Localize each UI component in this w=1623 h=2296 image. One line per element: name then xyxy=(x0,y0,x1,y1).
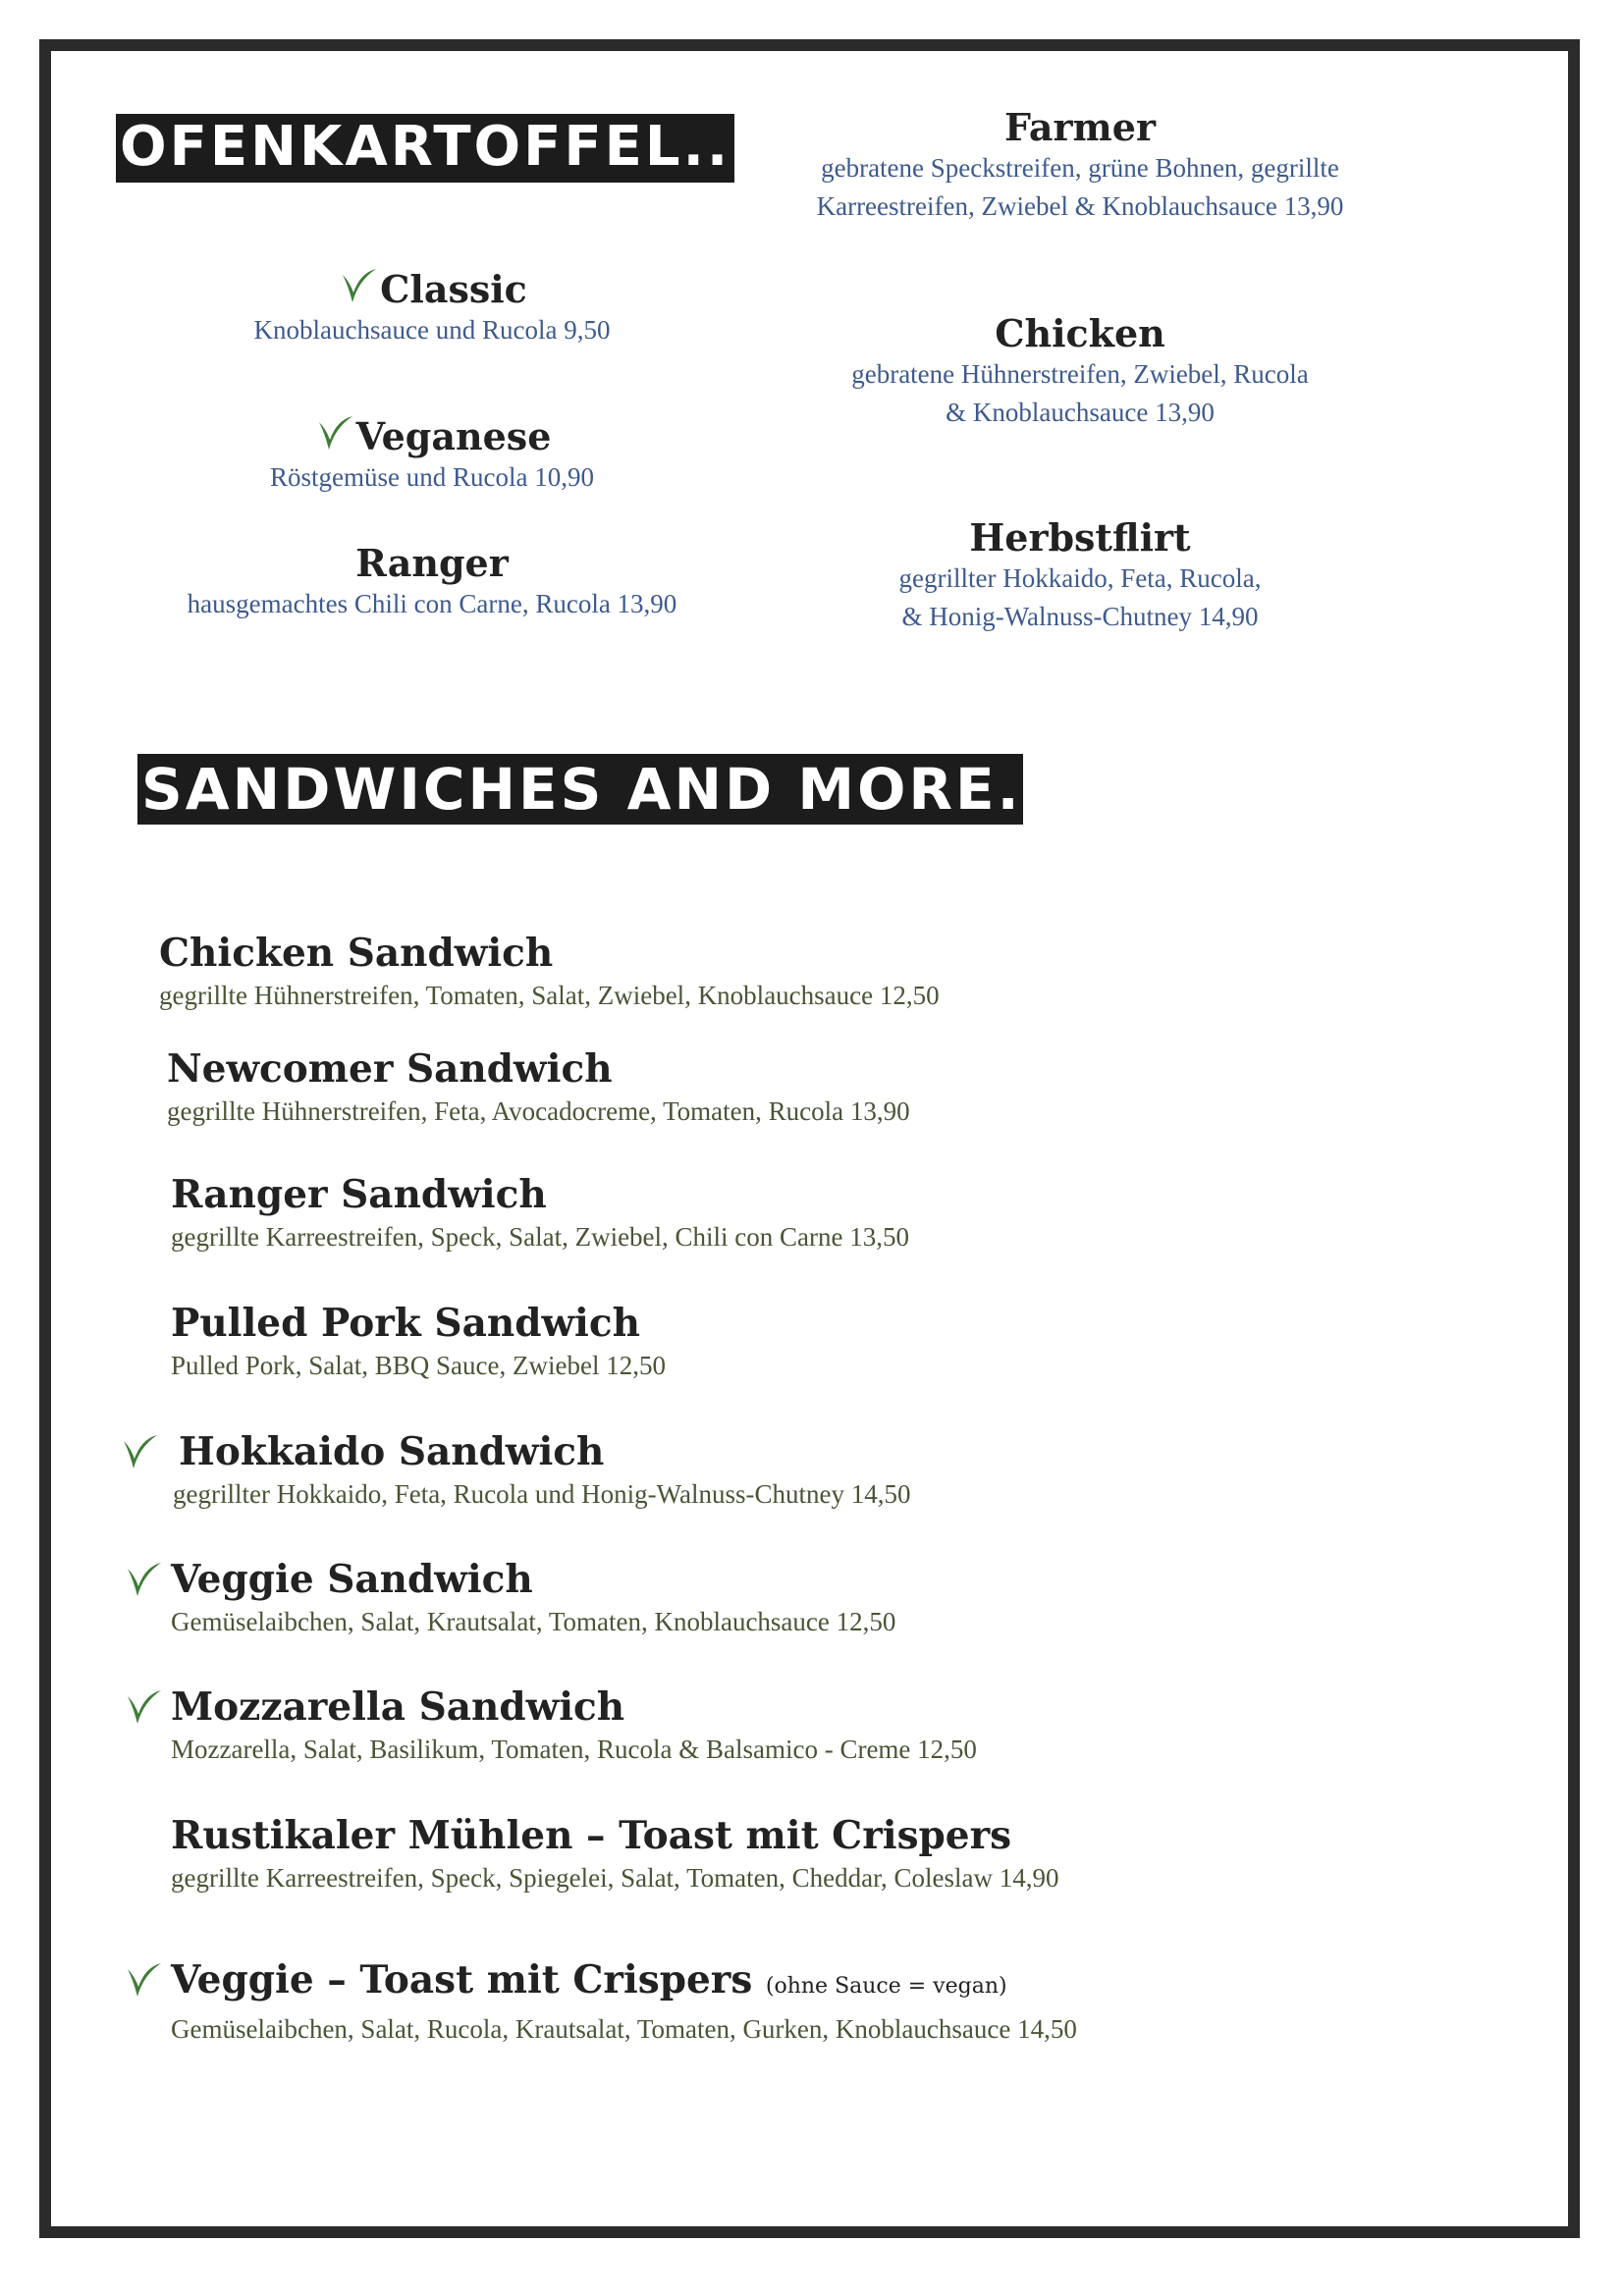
vegetarian-leaf-icon xyxy=(118,1431,161,1472)
item-desc: gebratene Speckstreifen, grüne Bohnen, gegrillte xyxy=(821,153,1339,183)
item-title: Veganese xyxy=(355,414,552,458)
item-title: Ranger Sandwich xyxy=(171,1172,547,1217)
sandwich-item xyxy=(171,1957,1077,2047)
item-title: Chicken Sandwich xyxy=(159,931,554,976)
item-desc: Gemüselaibchen, Salat, Rucola, Krautsalat, Tomaten, Gurken, Knoblauchsauce 14,50 xyxy=(171,2014,1077,2044)
item-title: Newcomer Sandwich xyxy=(167,1046,613,1092)
item-title: Classic xyxy=(380,267,527,311)
vegetarian-leaf-icon xyxy=(122,1959,165,2001)
item-desc: hausgemachtes Chili con Carne, Rucola 13,90 xyxy=(187,589,677,618)
potato-herbstflirt xyxy=(766,516,1394,636)
sandwich-item xyxy=(171,1813,1059,1896)
sandwich-item xyxy=(171,1557,895,1639)
sandwich-item xyxy=(171,1172,909,1255)
item-desc: Karreestreifen, Zwiebel & Knoblauchsauce 13,90 xyxy=(816,191,1344,221)
item-desc: gegrillte Hühnerstreifen, Feta, Avocadocreme, Tomaten, Rucola 13,90 xyxy=(167,1096,910,1126)
potato-farmer xyxy=(766,106,1394,226)
item-title: Pulled Pork Sandwich xyxy=(171,1301,640,1346)
item-desc: Gemüselaibchen, Salat, Krautsalat, Tomaten, Knoblauchsauce 12,50 xyxy=(171,1607,896,1636)
item-desc: gebratene Hühnerstreifen, Zwiebel, Rucola xyxy=(851,359,1309,389)
item-title: Hokkaido Sandwich xyxy=(179,1429,605,1474)
item-desc: gegrillte Karreestreifen, Speck, Salat, Zwiebel, Chili con Carne 13,50 xyxy=(171,1222,910,1252)
potato-ranger xyxy=(108,542,756,623)
item-title: Ranger xyxy=(355,541,509,585)
item-desc: gegrillte Karreestreifen, Speck, Spiegelei, Salat, Tomaten, Cheddar, Coleslaw 14,90 xyxy=(171,1863,1059,1893)
potato-classic xyxy=(187,265,677,349)
vegetarian-leaf-icon xyxy=(337,265,380,306)
item-desc: & Knoblauchsauce 13,90 xyxy=(946,398,1215,427)
potato-veganese xyxy=(187,412,677,497)
item-desc: Mozzarella, Salat, Basilikum, Tomaten, Rucola & Balsamico - Creme 12,50 xyxy=(171,1735,977,1764)
sandwich-item xyxy=(173,1429,911,1512)
item-desc: gegrillter Hokkaido, Feta, Rucola und Honig-Walnuss-Chutney 14,50 xyxy=(173,1479,911,1509)
item-desc: gegrillter Hokkaido, Feta, Rucola, xyxy=(898,563,1262,593)
potato-chicken xyxy=(766,312,1394,432)
item-desc: gegrillte Hühnerstreifen, Tomaten, Salat, Zwiebel, Knoblauchsauce 12,50 xyxy=(159,981,940,1010)
item-title: Veggie Sandwich xyxy=(171,1557,533,1602)
sandwiches-heading: SANDWICHES AND MORE... xyxy=(137,754,1023,825)
item-desc: Knoblauchsauce und Rucola 9,50 xyxy=(253,315,611,345)
sandwich-item xyxy=(159,931,940,1013)
vegetarian-leaf-icon xyxy=(122,1559,165,1600)
vegetarian-leaf-icon xyxy=(122,1686,165,1728)
vegetarian-leaf-icon xyxy=(313,412,356,454)
item-title: Farmer xyxy=(1004,105,1156,149)
sandwich-item xyxy=(171,1684,977,1767)
item-title: Herbstflirt xyxy=(969,515,1191,560)
item-title: Chicken xyxy=(995,311,1165,355)
item-note: (ohne Sauce = vegan) xyxy=(765,1974,1007,1999)
item-title: Veggie – Toast mit Crispers xyxy=(171,1957,753,2002)
ofenkartoffel-heading: OFENKARTOFFEL... xyxy=(116,114,734,183)
sandwich-item xyxy=(167,1046,910,1129)
sandwich-item xyxy=(171,1301,666,1383)
item-desc: Pulled Pork, Salat, BBQ Sauce, Zwiebel 12,50 xyxy=(171,1351,666,1380)
item-title: Mozzarella Sandwich xyxy=(171,1684,625,1730)
item-desc: & Honig-Walnuss-Chutney 14,90 xyxy=(901,602,1259,631)
item-desc: Röstgemüse und Rucola 10,90 xyxy=(270,462,594,492)
item-title: Rustikaler Mühlen – Toast mit Crispers xyxy=(171,1813,1012,1858)
